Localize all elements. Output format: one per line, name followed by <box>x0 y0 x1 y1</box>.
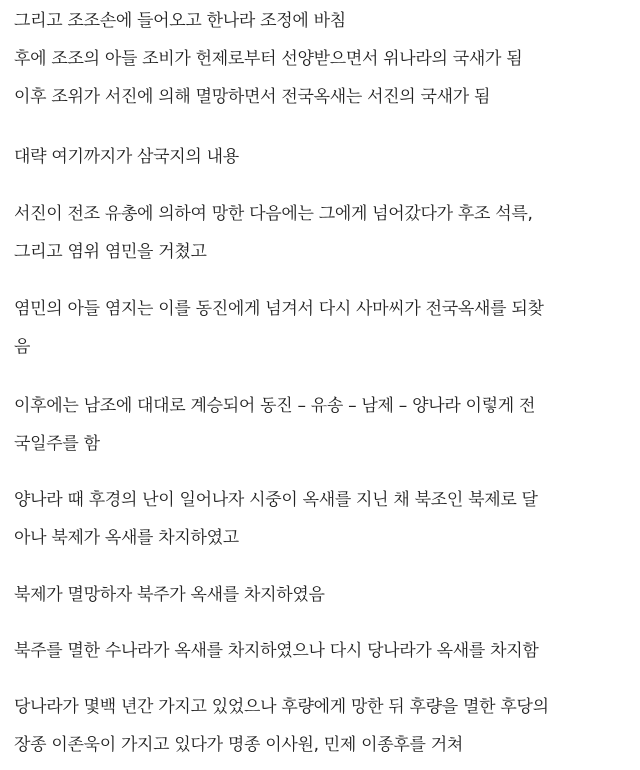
text-line: 서진이 전조 유총에 의하여 망한 다음에는 그에게 넘어갔다가 후조 석륵, <box>14 204 533 224</box>
paragraph-6 <box>14 481 632 557</box>
text-line: 그리고 염위 염민을 거쳤고 <box>14 242 207 262</box>
text-line: 염민의 아들 염지는 이를 동진에게 넘겨서 다시 사마씨가 전국옥새를 되찾 <box>14 299 544 319</box>
paragraph-3 <box>14 195 632 271</box>
text-line: 장종 이존욱이 가지고 있다가 명종 이사원, 민제 이종후를 거쳐 <box>14 735 463 755</box>
paragraph-4 <box>14 290 632 366</box>
text-line: 당나라가 몇백 년간 가지고 있었으나 후량에게 망한 뒤 후량을 멸한 후당의 <box>14 697 549 717</box>
paragraph-8 <box>14 632 632 670</box>
text-line: 아나 북제가 옥새를 차지하였고 <box>14 528 239 548</box>
paragraph-2 <box>14 138 632 176</box>
text-line: 이후에는 남조에 대대로 계승되어 동진 – 유송 – 남제 – 양나라 이렇게 전 <box>14 396 536 416</box>
paragraph-9 <box>14 688 632 764</box>
paragraph-7 <box>14 576 632 614</box>
text-line: 북주를 멸한 수나라가 옥새를 차지하였으나 다시 당나라가 옥새를 차지함 <box>14 641 539 661</box>
text-line: 국일주를 함 <box>14 434 100 454</box>
text-line: 후에 조조의 아들 조비가 헌제로부터 선양받으면서 위나라의 국새가 됨 <box>14 49 523 69</box>
text-line: 이후 조위가 서진에 의해 멸망하면서 전국옥새는 서진의 국새가 됨 <box>14 87 491 107</box>
paragraph-5 <box>14 387 632 463</box>
text-line: 북제가 멸망하자 북주가 옥새를 차지하였음 <box>14 585 325 605</box>
paragraph-1 <box>14 2 632 116</box>
text-line: 그리고 조조손에 들어오고 한나라 조정에 바침 <box>14 11 346 31</box>
text-line: 양나라 때 후경의 난이 일어나자 시중이 옥새를 지닌 채 북조인 북제로 달 <box>14 490 538 510</box>
text-line: 대략 여기까지가 삼국지의 내용 <box>14 147 239 167</box>
text-line: 음 <box>14 337 31 357</box>
